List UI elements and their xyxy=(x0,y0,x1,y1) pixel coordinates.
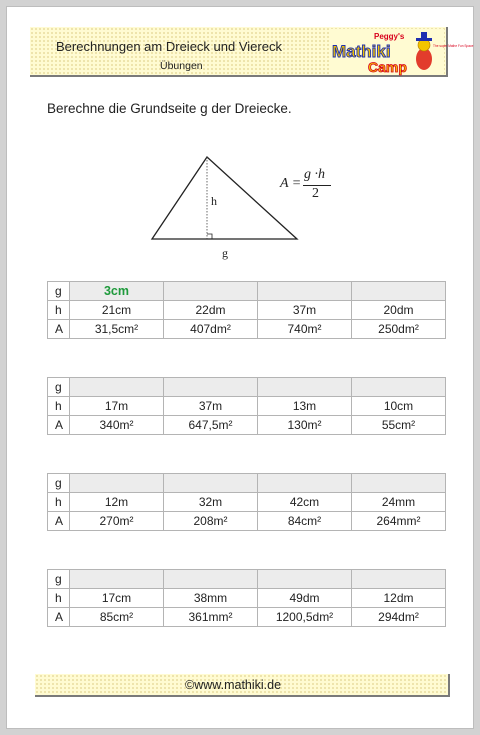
table-cell: 264mm² xyxy=(352,512,446,531)
table-row-h xyxy=(48,301,446,320)
exercise-table-2 xyxy=(47,377,446,435)
table-cell: 24mm xyxy=(352,493,446,512)
row-label: g xyxy=(48,474,70,493)
table-cell-input[interactable] xyxy=(258,570,352,589)
exercise-table-3 xyxy=(47,473,446,531)
table-row-g xyxy=(48,282,446,301)
row-label: A xyxy=(48,512,70,531)
table-cell: 294dm² xyxy=(352,608,446,627)
table-cell-input[interactable] xyxy=(258,378,352,397)
table-cell-input[interactable] xyxy=(164,378,258,397)
table-cell-input[interactable] xyxy=(258,282,352,301)
table-cell: 20dm xyxy=(352,301,446,320)
table-cell-input[interactable] xyxy=(258,474,352,493)
table-cell-input[interactable] xyxy=(70,378,164,397)
table-row-g xyxy=(48,378,446,397)
table-cell: 49dm xyxy=(258,589,352,608)
table-cell-input[interactable] xyxy=(164,282,258,301)
table-cell: 647,5m² xyxy=(164,416,258,435)
svg-text:Mathiki: Mathiki xyxy=(332,42,391,61)
table-cell: 55cm² xyxy=(352,416,446,435)
exercise-table-1 xyxy=(47,281,446,339)
table-cell-input[interactable] xyxy=(164,474,258,493)
table-cell: 38mm xyxy=(164,589,258,608)
table-row-h xyxy=(48,493,446,512)
table-cell: 12m xyxy=(70,493,164,512)
table-cell: 17cm xyxy=(70,589,164,608)
row-label: h xyxy=(48,301,70,320)
table-cell: 740m² xyxy=(258,320,352,339)
table-cell-input[interactable] xyxy=(352,378,446,397)
table-cell: 84cm² xyxy=(258,512,352,531)
row-label: g xyxy=(48,282,70,301)
table-cell-input[interactable] xyxy=(352,570,446,589)
table-cell: 37m xyxy=(164,397,258,416)
table-cell: 31,5cm² xyxy=(70,320,164,339)
table-cell: 12dm xyxy=(352,589,446,608)
table-cell: 130m² xyxy=(258,416,352,435)
instruction-text: Berechne die Grundseite g der Dreiecke. xyxy=(47,101,292,116)
base-label: g xyxy=(222,246,228,260)
table-cell: 270m² xyxy=(70,512,164,531)
table-row-h xyxy=(48,589,446,608)
table-cell: 85cm² xyxy=(70,608,164,627)
table-cell: 208m² xyxy=(164,512,258,531)
copyright-text: ©www.mathiki.de xyxy=(185,678,282,692)
footer-banner xyxy=(35,674,450,697)
svg-text:The super Mathe Fun Space: The super Mathe Fun Space xyxy=(433,44,474,48)
table-cell-input[interactable] xyxy=(70,570,164,589)
table-row-a xyxy=(48,512,446,531)
row-label: g xyxy=(48,570,70,589)
table-row-h xyxy=(48,397,446,416)
table-cell-input[interactable] xyxy=(352,474,446,493)
row-label: A xyxy=(48,320,70,339)
row-label: h xyxy=(48,493,70,512)
row-label: A xyxy=(48,416,70,435)
table-row-a xyxy=(48,320,446,339)
formula-lhs: A = xyxy=(280,176,302,191)
table-cell: 250dm² xyxy=(352,320,446,339)
table-cell: 361mm² xyxy=(164,608,258,627)
exercise-table-4 xyxy=(47,569,446,627)
row-label: A xyxy=(48,608,70,627)
table-row-a xyxy=(48,608,446,627)
table-cell: 32m xyxy=(164,493,258,512)
table-cell: 340m² xyxy=(70,416,164,435)
mathiki-camp-logo xyxy=(330,29,474,75)
table-cell: 22dm xyxy=(164,301,258,320)
svg-text:Camp: Camp xyxy=(368,59,407,75)
area-formula xyxy=(280,168,360,208)
formula-numerator: g ·h xyxy=(304,167,325,182)
worksheet-subtitle: Übungen xyxy=(160,60,203,72)
svg-text:Peggy's: Peggy's xyxy=(374,32,405,41)
table-cell: 17m xyxy=(70,397,164,416)
header-banner xyxy=(30,27,474,77)
table-row-g xyxy=(48,474,446,493)
worksheet-title: Berechnungen am Dreieck und Viereck xyxy=(56,39,282,54)
table-cell: 1200,5dm² xyxy=(258,608,352,627)
row-label: h xyxy=(48,589,70,608)
table-row-a xyxy=(48,416,446,435)
table-cell: 407dm² xyxy=(164,320,258,339)
table-cell: 37m xyxy=(258,301,352,320)
table-cell-input[interactable] xyxy=(164,570,258,589)
table-cell: 10cm xyxy=(352,397,446,416)
table-row-g xyxy=(48,570,446,589)
table-cell: 21cm xyxy=(70,301,164,320)
row-label: g xyxy=(48,378,70,397)
table-cell-input[interactable] xyxy=(70,474,164,493)
table-cell: 13m xyxy=(258,397,352,416)
height-label: h xyxy=(211,194,217,208)
row-label: h xyxy=(48,397,70,416)
formula-denominator: 2 xyxy=(312,186,319,201)
table-cell: 42cm xyxy=(258,493,352,512)
table-cell-input[interactable] xyxy=(352,282,446,301)
table-cell-solution: 3cm xyxy=(70,282,164,301)
